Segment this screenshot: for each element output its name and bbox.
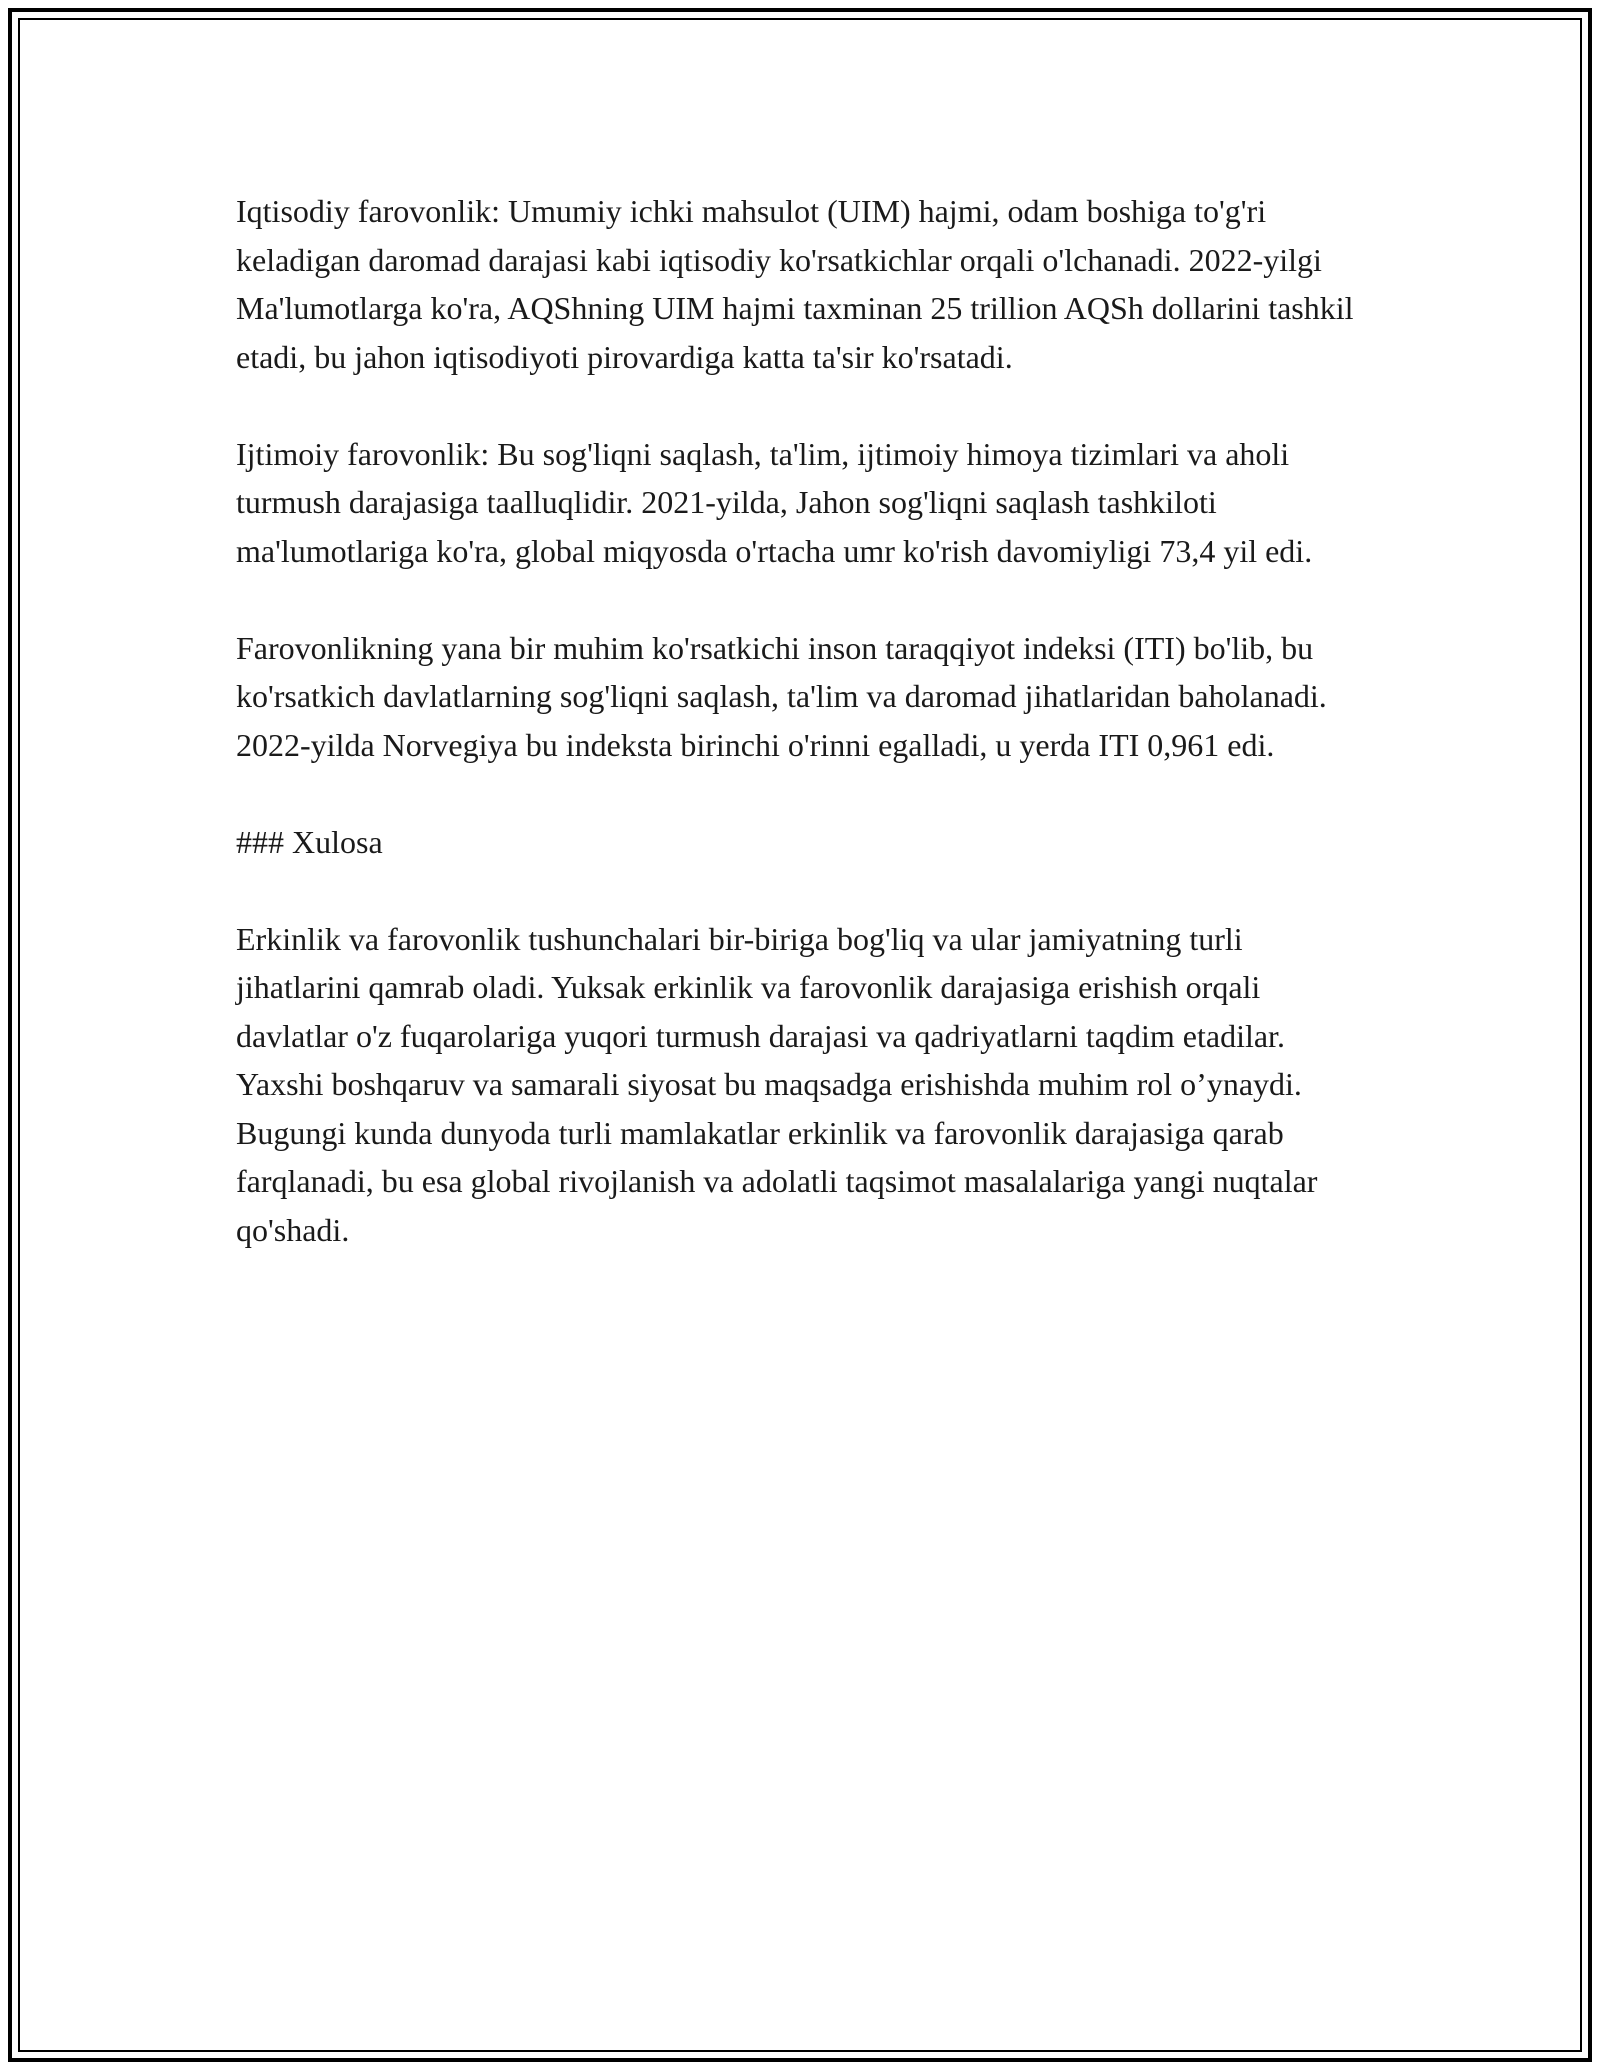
paragraph-hdi: Farovonlikning yana bir muhim ko'rsatkichi inson taraqqiyot indeksi (ITI) bo'lib, bu ko'rsatkich davlatlarning sog'liqni saqlash, ta'lim va daromad jihatlaridan baholanadi. 2022-yilda Norvegiya bu indeksta birinchi o'rinni egalladi, u yerda ITI 0,961 edi.	[236, 629, 1327, 763]
paragraph-conclusion: Erkinlik va farovonlik tushunchalari bir-biriga bog'liq va ular jamiyatning turli jihatlarini qamrab oladi. Yuksak erkinlik va farovonlik darajasiga erishish orqali davlatlar o'z fuqarolariga yuqori turmush darajasi va qadriyatlarni taqdim etadilar. Yaxshi boshqaruv va samarali siyosat bu maqsadga erishishda muhim rol o’ynaydi. Bugungi kunda dunyoda turli mamlakatlar erkinlik va farovonlik darajasiga qarab farqlanadi, bu esa global rivojlanish va adolatli taqsimot masalalariga yangi nuqtalar qo'shadi.	[236, 920, 1318, 1248]
paragraph-economic-welfare: Iqtisodiy farovonlik: Umumiy ichki mahsulot (UIM) hajmi, odam boshiga to'g'ri keladigan daromad darajasi kabi iqtisodiy ko'rsatkichlar orqali o'lchanadi. 2022-yilgi Ma'lumotlarga ko'ra, AQShning UIM hajmi taxminan 25 trillion AQSh dollarini tashkil etadi, bu jahon iqtisodiyoti pirovardiga katta ta'sir ko'rsatadi.	[236, 193, 1354, 375]
paragraph-social-welfare: Ijtimoiy farovonlik: Bu sog'liqni saqlash, ta'lim, ijtimoiy himoya tizimlari va aholi turmush darajasiga taalluqlidir. 2021-yilda, Jahon sog'liqni saqlash tashkiloti ma'lumotlariga ko'ra, global miqyosda o'rtacha umr ko'rish davomiyligi 73,4 yil edi.	[236, 435, 1313, 569]
document-body	[236, 187, 1366, 1254]
section-heading-conclusion: ### Xulosa	[236, 823, 383, 860]
